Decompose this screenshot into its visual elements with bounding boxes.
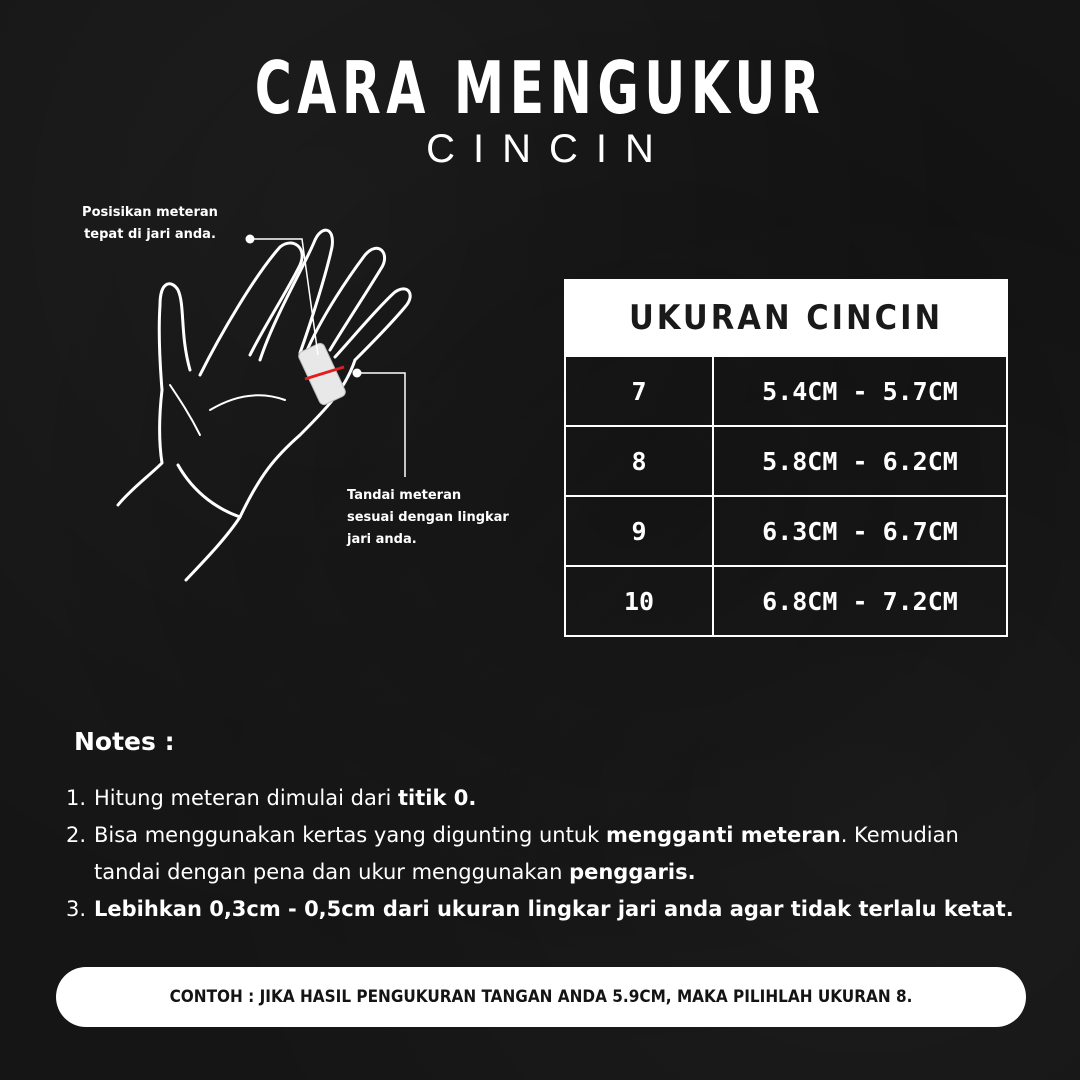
table-row (565, 496, 1007, 566)
ring-size: 10 (565, 566, 713, 636)
table-row (565, 566, 1007, 636)
table-header: UKURAN CINCIN (565, 280, 1007, 356)
circumference-range: 5.4CM - 5.7CM (713, 356, 1007, 426)
table-row (565, 426, 1007, 496)
page-subtitle: CINCIN (426, 127, 672, 171)
note-text: Bisa menggunakan kertas yang digunting untuk mengganti meteran. Kemudian tandai dengan pena dan ukur menggunakan penggaris. (94, 823, 959, 884)
ring-size: 8 (565, 426, 713, 496)
ring-size: 7 (565, 356, 713, 426)
circumference-range: 5.8CM - 6.2CM (713, 426, 1007, 496)
circumference-range: 6.8CM - 7.2CM (713, 566, 1007, 636)
list-item (66, 780, 1026, 817)
note-number: 1. (66, 786, 87, 810)
notes-title: Notes : (74, 727, 175, 756)
hand-illustration (60, 195, 550, 595)
list-item (66, 817, 1026, 891)
ring-size: 9 (565, 496, 713, 566)
list-item (66, 891, 1026, 928)
note-text: Hitung meteran dimulai dari titik 0. (94, 786, 477, 810)
notes-list (66, 780, 1026, 928)
circumference-range: 6.3CM - 6.7CM (713, 496, 1007, 566)
ring-size-table (564, 279, 1008, 637)
callout-mark-tape: Tandai meteran sesuai dengan lingkar jari anda. (347, 488, 509, 547)
note-number: 2. (66, 823, 87, 847)
callout-position-tape: Posisikan meteran tepat di jari anda. (82, 205, 218, 242)
page-title: CARA MENGUKUR (254, 46, 826, 130)
example-banner: CONTOH : JIKA HASIL PENGUKURAN TANGAN ANDA 5.9CM, MAKA PILIHLAH UKURAN 8. (56, 967, 1026, 1027)
note-number: 3. (66, 897, 87, 921)
table-row (565, 356, 1007, 426)
note-text: Lebihkan 0,3cm - 0,5cm dari ukuran lingkar jari anda agar tidak terlalu ketat. (94, 897, 1014, 921)
